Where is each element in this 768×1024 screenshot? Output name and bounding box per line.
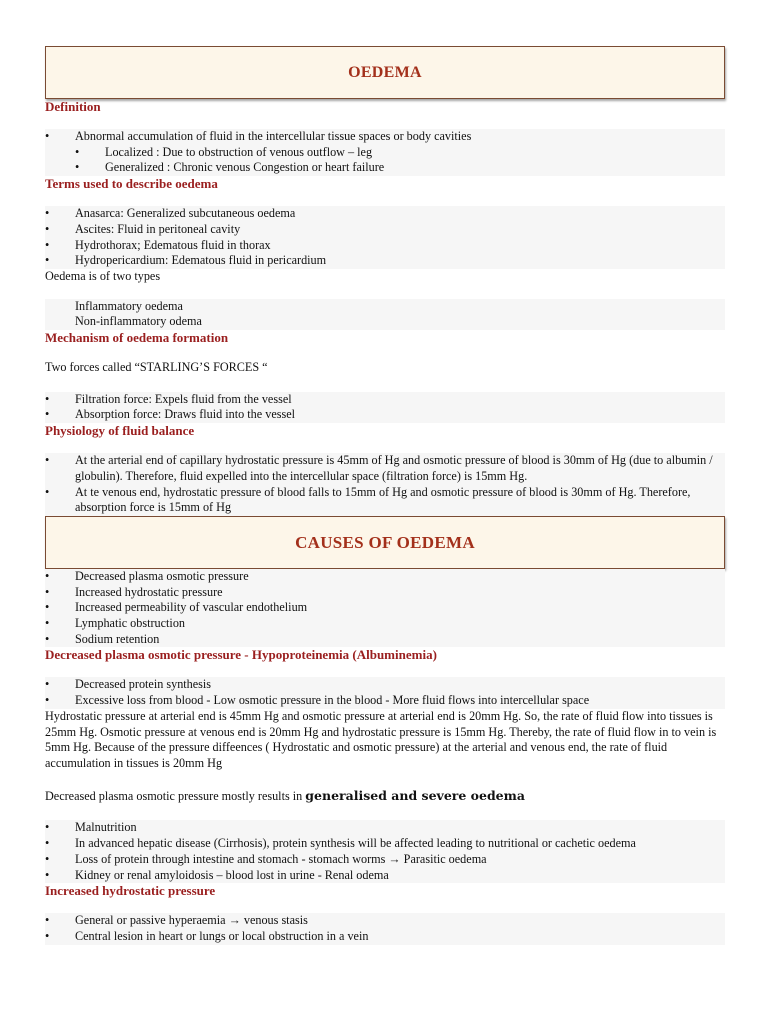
document-page xyxy=(45,46,725,945)
list-item: • Localized : Due to obstruction of venous outflow – leg xyxy=(45,145,725,161)
list-item: • Central lesion in heart or lungs or local obstruction in a vein xyxy=(45,929,725,945)
list-item: • General or passive hyperaemia → venous stasis xyxy=(45,913,725,929)
list-item: • Absorption force: Draws fluid into the vessel xyxy=(45,407,725,423)
mechanism-intro: Two forces called “STARLING’S FORCES “ xyxy=(45,360,268,375)
list-item: • Increased permeability of vascular endothelium xyxy=(45,600,725,616)
definition-block xyxy=(45,129,725,176)
list-item: • Increased hydrostatic pressure xyxy=(45,585,725,601)
list-item: • Excessive loss from blood - Low osmotic pressure in the blood - More fluid flows into intercellular space xyxy=(45,693,725,709)
mechanism-block xyxy=(45,392,725,423)
section-heading-physiology: Physiology of fluid balance xyxy=(45,423,195,439)
list-item: • In advanced hepatic disease (Cirrhosis), protein synthesis will be affected leading to nutritional or cachetic oedema xyxy=(45,836,725,852)
types-block xyxy=(45,299,725,330)
section-heading-terms: Terms used to describe oedema xyxy=(45,176,218,192)
list-item: • Decreased protein synthesis xyxy=(45,677,725,693)
list-item: • Decreased plasma osmotic pressure xyxy=(45,569,725,585)
list-item: • Sodium retention xyxy=(45,632,725,648)
result-text: Decreased plasma osmotic pressure mostly results in xyxy=(45,788,306,803)
section-heading-decreased: Decreased plasma osmotic pressure - Hypoproteinemia (Albuminemia) xyxy=(45,647,437,663)
list-item: • Loss of protein through intestine and stomach - stomach worms → Parasitic oedema xyxy=(45,852,725,868)
list-item: • Anasarca: Generalized subcutaneous oedema xyxy=(45,206,725,222)
decreased-result xyxy=(45,788,725,805)
list-item: • Malnutrition xyxy=(45,820,725,836)
list-item: • Generalized : Chronic venous Congestion or heart failure xyxy=(45,160,725,176)
title-box-causes xyxy=(45,516,725,569)
list-item: • Hydrothorax; Edematous fluid in thorax xyxy=(45,238,725,254)
causes-block xyxy=(45,569,725,648)
list-item: • Ascites: Fluid in peritoneal cavity xyxy=(45,222,725,238)
section-title-causes: CAUSES OF OEDEMA xyxy=(295,532,475,552)
list-item: Inflammatory oedema xyxy=(75,298,183,313)
physiology-block xyxy=(45,453,725,516)
list-item: • Kidney or renal amyloidosis – blood lost in urine - Renal odema xyxy=(45,868,725,884)
list-item: • Lymphatic obstruction xyxy=(45,616,725,632)
types-intro: Oedema is of two types xyxy=(45,268,161,283)
result-bold-text: generalised and severe oedema xyxy=(305,787,525,803)
terms-block xyxy=(45,206,725,269)
decreased-block xyxy=(45,677,725,708)
list-item: • At te venous end, hydrostatic pressure of blood falls to 15mm of Hg and osmotic pressure of blood is 30mm of Hg. Therefore, absorption force is 15mm of Hg xyxy=(45,485,725,516)
list-item: Non-inflammatory odema xyxy=(75,314,202,329)
list-item: • Hydropericardium: Edematous fluid in pericardium xyxy=(45,253,725,269)
section-heading-definition: Definition xyxy=(45,99,101,114)
increased-block xyxy=(45,913,725,944)
decreased-causes-block xyxy=(45,820,725,883)
title-box-oedema xyxy=(45,46,725,99)
list-item: • Abnormal accumulation of fluid in the intercellular tissue spaces or body cavities xyxy=(45,129,725,145)
section-heading-increased: Increased hydrostatic pressure xyxy=(45,883,216,899)
section-heading-mechanism: Mechanism of oedema formation xyxy=(45,330,229,346)
decreased-paragraph: Hydrostatic pressure at arterial end is 45mm Hg and osmotic pressure at arterial end is 20mm Hg. So, the rate of fluid flow into tissues is 25mm Hg. Osmotic pressure at venous end is 20mm Hg and hydrostatic pressure is 15mm Hg. Thereby, the rate of fluid flow in to vein is 5mm Hg. Because of the pressure diffeences ( Hydrostatic and osmotic pressure) at the arterial and venous end, the rate of fluid accumulation in tissues is 20mm Hg xyxy=(45,708,717,770)
list-item: • At the arterial end of capillary hydrostatic pressure is 45mm of Hg and osmotic pressure of blood is 30mm of Hg (due to albumin / globulin). Therefore, fluid expelled into the intercellular space (filtration force) is 15mm Hg. xyxy=(45,453,725,484)
page-title: OEDEMA xyxy=(348,63,422,81)
list-item: • Filtration force: Expels fluid from the vessel xyxy=(45,392,725,408)
